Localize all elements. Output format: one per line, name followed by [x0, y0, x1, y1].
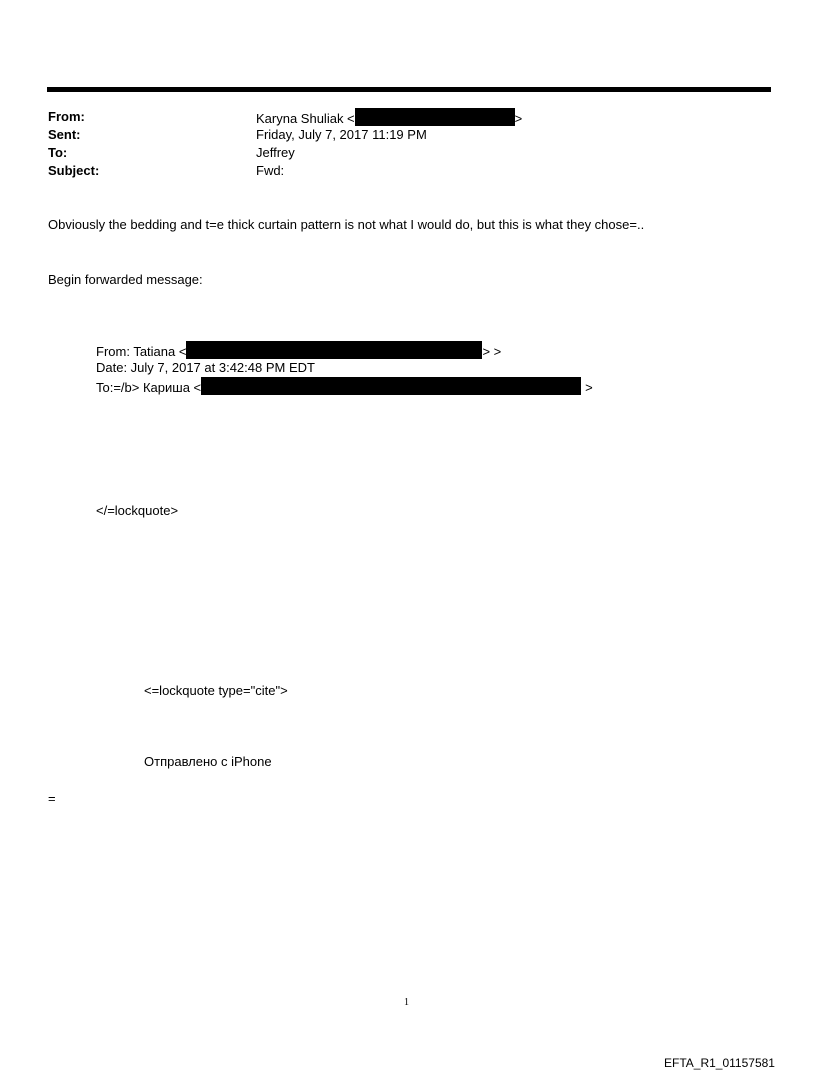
start-blockquote-text: <=lockquote type="cite"> — [144, 683, 288, 698]
from-label: From: — [48, 109, 85, 124]
from-name: Karyna Shuliak < — [256, 111, 355, 126]
redaction-bar — [355, 108, 515, 126]
equals-sign: = — [48, 791, 56, 806]
document-id: EFTA_R1_01157581 — [664, 1056, 775, 1070]
sent-value: Friday, July 7, 2017 11:19 PM — [256, 127, 427, 142]
to-value: Jeffrey — [256, 145, 295, 160]
from-close: > — [514, 111, 523, 126]
subject-label: Subject: — [48, 163, 100, 178]
forwarded-from — [96, 341, 501, 361]
header-rule — [47, 87, 771, 92]
forwarded-from-text: From: Tatiana < — [96, 344, 187, 359]
sent-label: Sent: — [48, 127, 81, 142]
forwarded-date: Date: July 7, 2017 at 3:42:48 PM EDT — [96, 360, 315, 375]
forwarded-to-close: > — [585, 380, 593, 395]
forwarded-from-close: > > — [482, 344, 502, 359]
forwarded-to-text: To:=/b> Кариша < — [96, 380, 202, 395]
to-label: To: — [48, 145, 68, 160]
from-value — [256, 108, 522, 128]
message-body: Obviously the bedding and t=e thick curtain pattern is not what I would do, but this is what they chose=.. — [48, 217, 645, 232]
subject-value: Fwd: — [256, 163, 285, 178]
forward-intro: Begin forwarded message: — [48, 272, 203, 287]
signature-text: Отправлено с iPhone — [144, 754, 272, 769]
redaction-bar — [186, 341, 482, 359]
end-blockquote-text: </=lockquote> — [96, 503, 179, 518]
redaction-bar — [201, 377, 581, 395]
forwarded-to — [96, 377, 593, 397]
page-number: 1 — [404, 997, 409, 1008]
